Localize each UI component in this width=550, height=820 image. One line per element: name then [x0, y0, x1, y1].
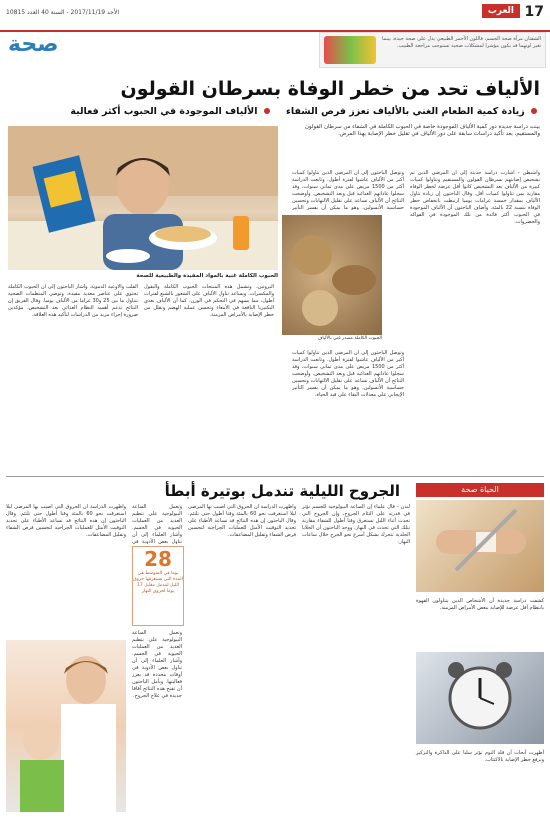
alarm-clock-photo — [416, 652, 544, 744]
article-column-left: القلب والأوعية الدموية. وأشار الباحثون إلى أن الحبوب الكاملة تحتوي على عناصر مغذية مفيدة. وتوصي المنظمات الصحية بتناول ما بين 25 و30 غراما من الألياف يوميا. وقال الفريق إن النتائج تدعم أهمية النظام الغذائي بعد التشخيص، مؤكدين ضرورة إجراء مزيد من الدراسات لتأكيد هذه العلاقة. — [8, 284, 138, 318]
second-headline: الجروح الليلية تندمل بوتيرة أبطأ — [164, 482, 400, 500]
section-divider — [6, 476, 544, 477]
article2-column-c: وتعمل الساعة البيولوجية على تنظيم العديد من العمليات الحيوية في الجسم. وأشار العلماء إلى أن تناول بعض الأدوية في أوقات محددة قد يعزز فعاليتها. ويأمل الباحثون أن تفتح هذه النتائج آفاقا جديدة في علاج الجروح. — [132, 630, 182, 699]
side-brief-1: كشفت دراسة جديدة أن الأشخاص الذين يتناولون القهوة بانتظام أقل عرضة للإصابة ببعض الأمراض المزمنة. — [416, 598, 544, 611]
photo2-caption: الحبوب الكاملة مصدر غني بالألياف — [317, 336, 382, 341]
article2-column-b: وأظهرت الدراسة أن الحروق التي أصيب بها المرضى ليلا استغرقت نحو 60 بالمئة وقتا أطول حتى تلتئم. وقال الباحثون إن هذه النتائج قد تساعد الأطباء على تحديد التوقيت الأمثل للعمليات الجراحية لتحسين فرص الشفاء وتقليل المضاعفات. — [188, 504, 296, 538]
main-headline: الألياف تحد من خطر الوفاة بسرطان القولون — [120, 78, 540, 100]
page-header — [0, 0, 550, 32]
promo-box — [319, 32, 546, 68]
article-column-right: واشنطن - أشارت دراسة حديثة إلى أن المرضى الذين تم تشخيص إصابتهم بسرطان القولون والمستقيم وتناولوا كميات كبيرة من الألياف بعد التشخيص كانوا أقل عرضة لخطر الوفاة مقارنة بمن تناولوا كميات أقل. وقال الباحثون إن زيادة تناول الألياف بمقدار خمسة غرامات يوميا ارتبطت بانخفاض خطر الوفاة بنسبة 22 بالمئة. وأضاف الباحثون أن الألياف الموجودة في الحبوب أكثر فائدة من تلك الموجودة في الفواكه والخضروات. — [410, 170, 540, 225]
stat-box — [132, 546, 184, 626]
brand-logo: العرب — [482, 4, 520, 18]
bullet-icon — [264, 108, 270, 114]
subheads — [10, 106, 540, 117]
promo-text: الشفتان مرآة صحة الجسم، فاللون الأحمر الطبيعي يدل على صحة جيدة، بينما تغير لونهما قد يكون مؤشرا لمشكلات صحية تستوجب مراجعة الطبيب. — [381, 36, 541, 49]
article2-column-left: وأظهرت الدراسة أن الحروق التي أصيب بها المرضى ليلا استغرقت نحو 60 بالمئة وقتا أطول حتى تلتئم. وقال الباحثون إن هذه النتائج قد تساعد الأطباء على تحديد التوقيت الأمثل للعمليات الجراحية لتحسين فرص الشفاء وتقليل المضاعفات. — [6, 504, 126, 538]
bullet-icon — [531, 108, 537, 114]
photo3-illustration — [6, 640, 126, 812]
side-column-header: الحياة صحة — [416, 483, 544, 497]
photo4-illustration — [416, 500, 544, 592]
article-column-mid-top: وتوصل الباحثون إلى أن المرضى الذين تناولوا كميات أكبر من الألياف عاشوا لفترة أطول. وتابعت الدراسة أكثر من 1500 مريض على مدى ثماني سنوات، وقد سجلوا عاداتهم الغذائية قبل وبعد التشخيص. وأوضحت النتائج أن الألياف تساعد على تقليل الالتهابات وتحسين حساسية الأنسولين، وهو ما يمكن أن يفسر التأثير — [292, 170, 404, 210]
man-eating-cereal-photo — [8, 126, 278, 270]
side-brief-2: أظهرت أبحاث أن قلة النوم تؤثر سلبا على الذاكرة والتركيز وترفع خطر الإصابة بالاكتئاب. — [416, 750, 544, 763]
article-column-left-2: البروتين، وتشمل هذه المنتجات الحبوب الكاملة والبقول والمكسرات. ويساعد تناول الألياف على الشعور بالشبع لفترات أطول، مما يسهم في التحكم في الوزن. كما أن الألياف تغذي البكتيريا النافعة في الأمعاء وتحسن عملية الهضم وتقلل من خطر الإصابة بالأمراض المزمنة. — [144, 284, 274, 318]
subhead-1: زيادة كمية الطعام الغني بالألياف تعزز فرص الشفاء — [286, 106, 525, 117]
subhead-2: الألياف الموجودة في الحبوب أكثر فعالية — [70, 106, 258, 117]
photo-illustration — [8, 126, 278, 270]
photo-caption: الحبوب الكاملة غنية بالمواد المفيدة والطبيعية للصحة — [136, 273, 278, 279]
photo5-illustration — [416, 652, 544, 744]
grains-bread-photo — [282, 215, 382, 335]
page-number: 17 — [524, 4, 544, 20]
doctor-child-photo — [6, 640, 126, 812]
article-column-mid: وتوصل الباحثون إلى أن المرضى الذين تناولوا كميات أكبر من الألياف عاشوا لفترة أطول. وتابعت الدراسة أكثر من 1500 مريض على مدى ثماني سنوات، وقد سجلوا عاداتهم الغذائية قبل وبعد التشخيص. وأوضحت النتائج أن الألياف تساعد على تقليل الالتهابات وتحسين حساسية الأنسولين، وهو ما يمكن أن يفسر التأثير الإيجابي على معدلات البقاء على قيد الحياة. — [292, 350, 404, 398]
article2-column-a: لندن - قال علماء إن الساعة البيولوجية للجسم تؤثر في قدرته على التئام الجروح، وإن الجروح التي تحدث أثناء الليل تستغرق وقتا أطول للشفاء مقارنة بتلك التي تحدث في النهار. ووجد الباحثون أن الخلايا الجلدية تتحرك بشكل أسرع نحو الجرح خلال ساعات النهار. — [302, 504, 410, 545]
injured-finger-photo — [416, 500, 544, 592]
article2-column-d: وتعمل الساعة البيولوجية على تنظيم العديد من العمليات الحيوية في الجسم. وأشار العلماء إلى أن تناول بعض الأدوية في — [132, 504, 182, 544]
promo-image — [324, 36, 376, 64]
stat-text: يوما في المتوسط هي المدة التي تستغرقها حروق الليل لتندمل مقابل 17 يوما لحروق النهار — [133, 571, 183, 594]
section-title: صحة — [8, 32, 59, 57]
article-intro: بينت دراسة جديدة دور كمية الألياف الموجودة خاصة في الحبوب الكاملة في الشفاء من سرطان القولون والمستقيم، بعد تأكيد دراسات سابقة على دور الألياف في تقليل خطر الإصابة بهذا المرض. — [304, 124, 540, 138]
date-line: الأحد 2017/11/19 - السنة 40 العدد 10815 — [6, 9, 119, 16]
stat-number: 28 — [144, 547, 172, 571]
